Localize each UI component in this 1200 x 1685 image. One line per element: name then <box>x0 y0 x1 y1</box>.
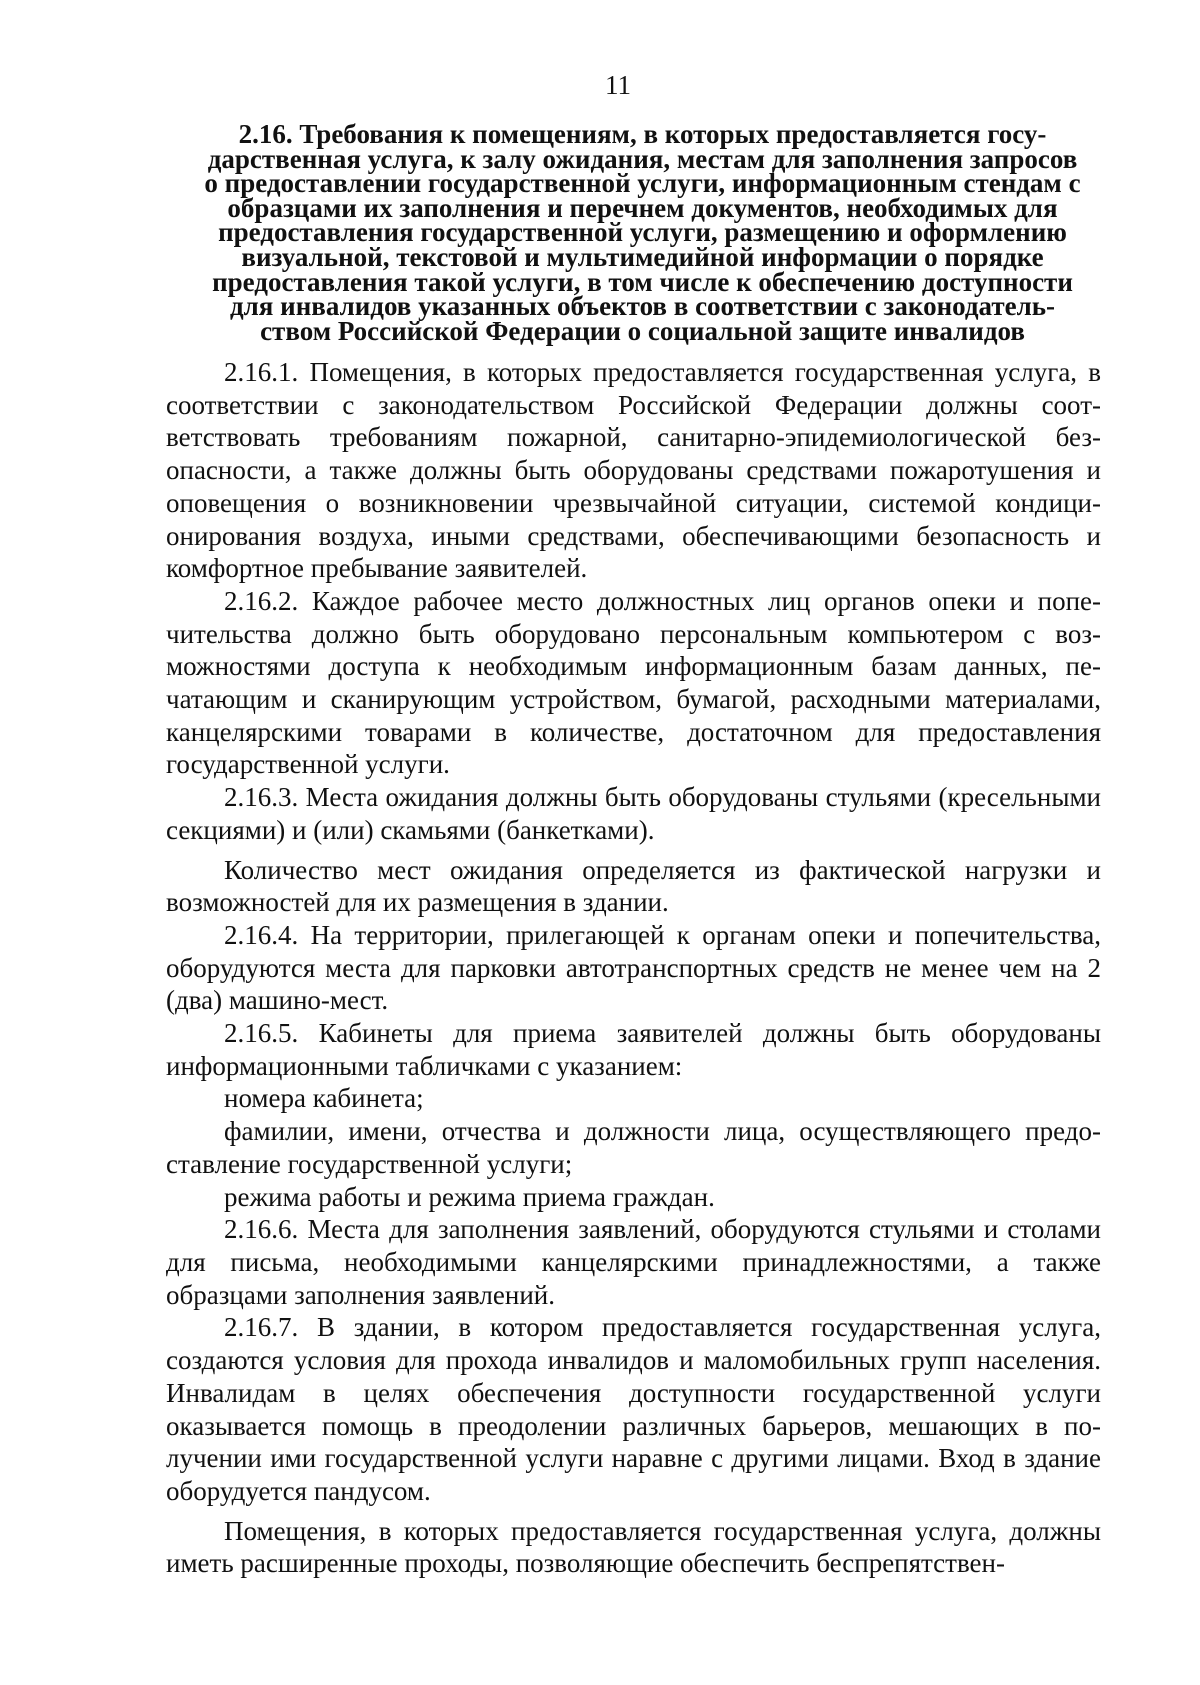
paragraph-2-16-5: 2.16.5. Кабинеты для приема заявителей должны быть оборудованы информационными табличками с указанием: <box>166 1018 1101 1081</box>
heading-line: ством Российской Федерации о социальной защите инвалидов <box>260 315 1025 346</box>
document-body <box>166 356 1101 1580</box>
list-item-cabinet-number: номера кабинета; <box>224 1083 424 1114</box>
list-item-official-name: фамилии, имени, отчества и должности лица, осуществляющего предоставление государственной услуги; <box>166 1116 1101 1179</box>
paragraph-2-16-7: 2.16.7. В здании, в котором предоставляется государственная услуга, создаются условия для прохода инвалидов и маломобильных групп населения. Инвалидам в целях обеспечения доступности государственной услуги оказывается помощь в преодолении различных барьеров, мешающих в получении ими государственной услуги наравне с другими лицами. Вход в здание оборудуется пандусом. <box>166 1312 1101 1506</box>
heading-line: для инвалидов указанных объектов в соответствии с законодатель- <box>230 291 1055 322</box>
heading-line: предоставления такой услуги, в том числе к обеспечению доступности <box>212 266 1073 297</box>
heading-line: о предоставлении государственной услуги, информационным стендам с <box>204 168 1081 199</box>
paragraph-2-16-4: 2.16.4. На территории, прилегающей к органам опеки и попечительства, оборудуются места для парковки автотранспортных средств не менее чем на 2 (два) машино-мест. <box>166 919 1101 1016</box>
heading-line: образцами их заполнения и перечнем документов, необходимых для <box>227 192 1058 223</box>
section-heading <box>185 119 1100 346</box>
heading-line: предоставления государственной услуги, размещению и оформлению <box>218 217 1067 248</box>
list-item-work-schedule: режима работы и режима приема граждан. <box>224 1181 715 1212</box>
paragraph-waiting-count: Количество мест ожидания определяется из фактической нагрузки и возможностей для их размещения в здании. <box>166 854 1101 918</box>
paragraph-premises: Помещения, в которых предоставляется государственная услуга, должны иметь расширенные проходы, позволяющие обеспечить беспрепятствен- <box>166 1515 1101 1579</box>
heading-line: визуальной, текстовой и мультимедийной информации о порядке <box>241 241 1044 272</box>
paragraph-2-16-6: 2.16.6. Места для заполнения заявлений, оборудуются стульями и столами для письма, необходимыми канцелярскими принадлежностями, а также образцами заполнения заявлений. <box>166 1214 1101 1310</box>
heading-line: дарственная услуга, к залу ожидания, местам для заполнения запросов <box>207 143 1078 174</box>
paragraph-2-16-3: 2.16.3. Места ожидания должны быть оборудованы стульями (кресельными секциями) и (или) скамьями (банкетками). <box>166 782 1101 845</box>
heading-line: 2.16. Требования к помещениям, в которых предоставляется госу- <box>238 119 1047 149</box>
paragraph-2-16-2: 2.16.2. Каждое рабочее место должностных лиц органов опеки и попечительства должно быть оборудовано персональным компьютером с возможностями доступа к необходимым информационным базам данных, печатающим и сканирующим устройством, бумагой, расходными материалами, канцелярскими товарами в количестве, достаточном для предоставления государственной услуги. <box>166 585 1101 780</box>
page-number: 11 <box>605 70 631 100</box>
paragraph-2-16-1: 2.16.1. Помещения, в которых предоставляется государственная услуга, в соответствии с законодательством Российской Федерации должны соответствовать требованиям пожарной, санитарно-эпидемиологической безопасности, а также должны быть оборудованы средствами пожаротушения и оповещения о возникновении чрезвычайной ситуации, системой кондиционирования воздуха, иными средствами, обеспечивающими безопасность и комфортное пребывание заявителей. <box>166 357 1101 584</box>
